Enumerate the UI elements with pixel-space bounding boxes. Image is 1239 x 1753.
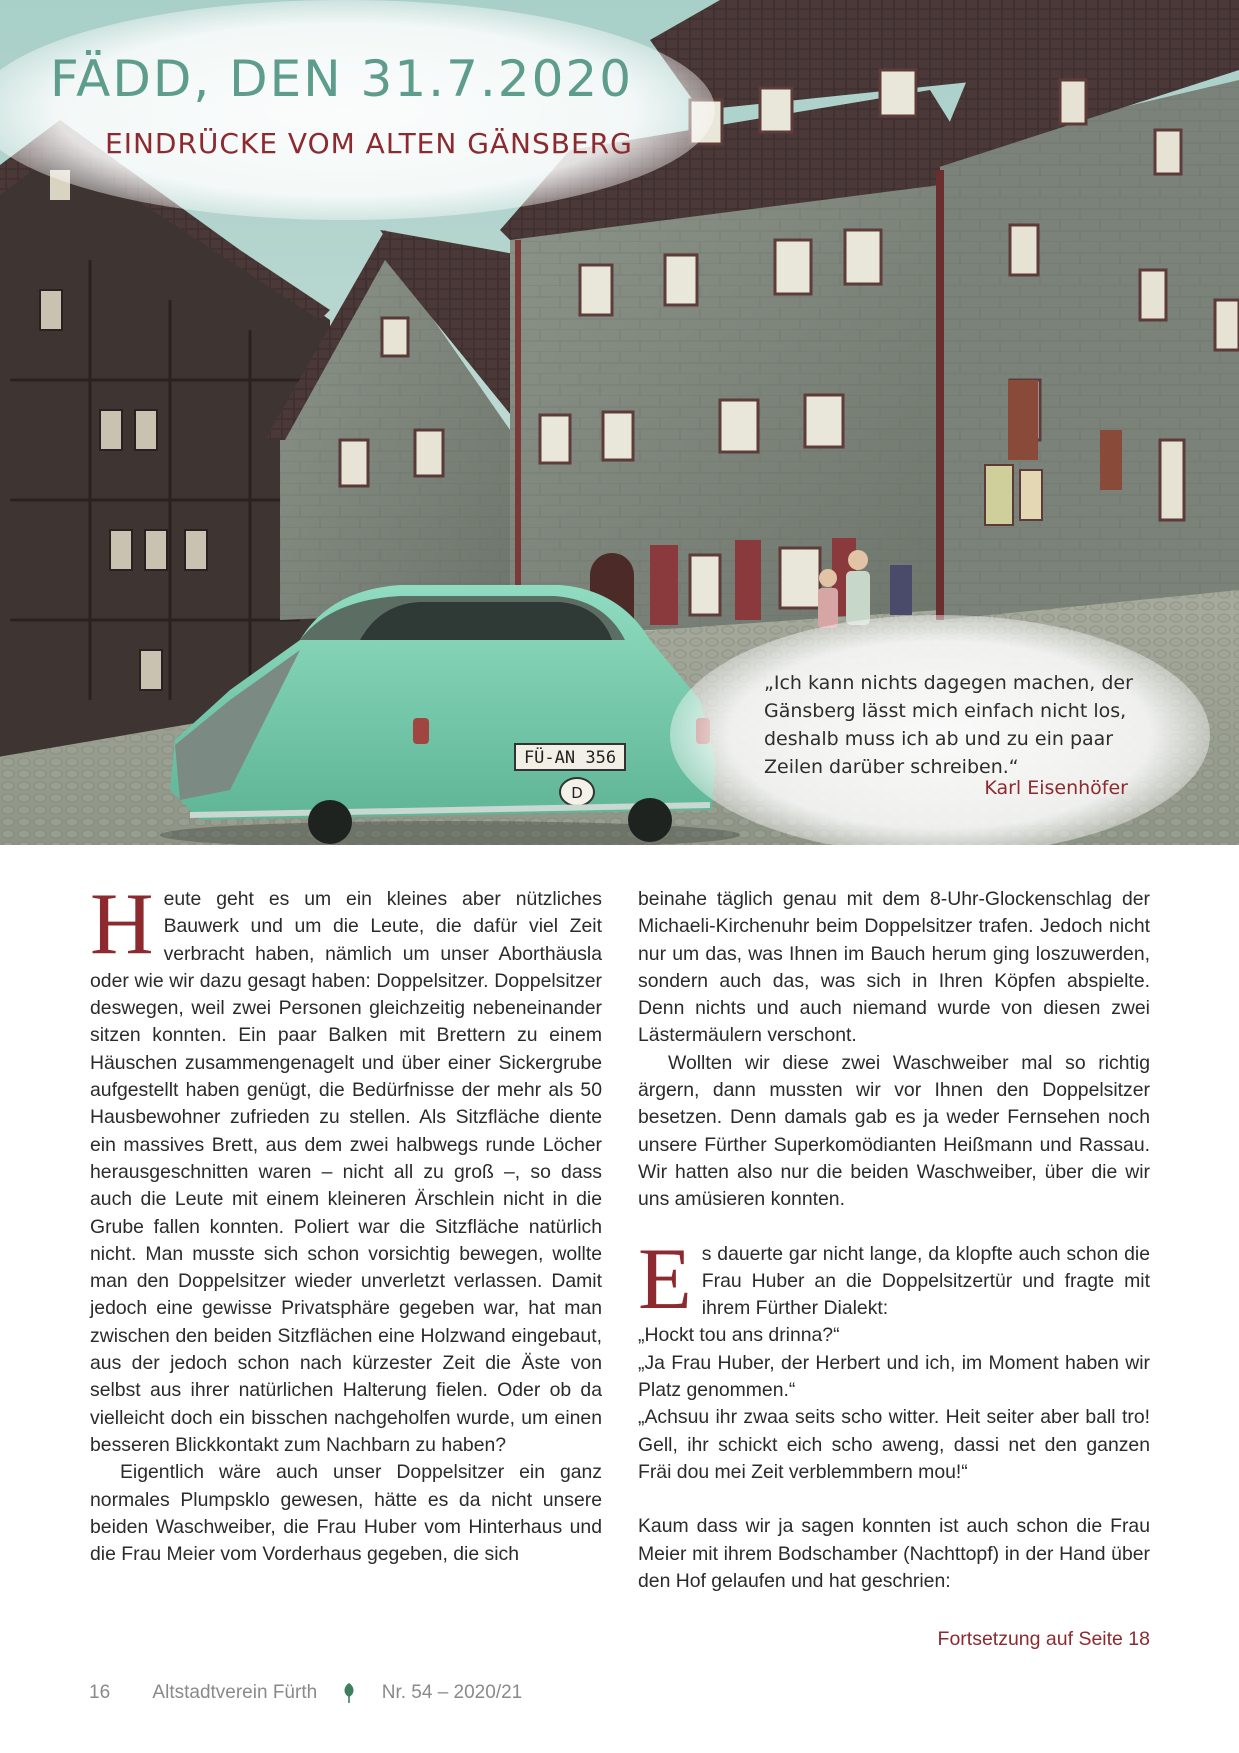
country-badge: D (571, 784, 583, 802)
header-photo (0, 0, 1239, 845)
spacer (638, 1486, 1150, 1513)
paragraph: Kaum dass wir ja sagen konnten ist auch schon die Frau Meier mit ihrem Bodschamber (Nachttopf) in der Hand über den Hof gelaufen und hat geschrien: (638, 1515, 1150, 1592)
article-column-right (638, 886, 1150, 1595)
paragraph-text: eute geht es um ein kleines aber nützliches Bauwerk und um die Leute, die dafür viel Zeit verbracht haben, nämlich um unser Aborthäusla oder wie wir dazu gesagt haben: Doppelsitzer. Doppelsitzer deswegen, weil zwei Personen gleichzeitig nebeneinander sitzen konnten. Ein paar Balken mit Brettern zu einem Häuschen zusammengenagelt und über einer Sickergrube aufgestellt haben genügt, die Bedürfnisse der mehr als 50 Hausbewohner zufrieden zu stellen. Als Sitzfläche diente ein massives Brett, aus dem zwei halbwegs runde Löcher herausgeschnitten waren – nicht all zu groß –, so dass auch die Leute mit einem kleineren Ärschlein nicht in die Grube fallen konnten. Poliert war die Sitzfläche natürlich nicht. Man musste sich schon vorsichtig bewegen, wollte man den Doppelsitzer wieder unverletzt verlassen. Damit jedoch eine gewisse Privatsphäre gegeben war, hat man zwischen den beiden Sitzflächen eine Holzwand eingebaut, aus der jedoch schon nach kürzester Zeit die Äste von selbst aus ihrer natürlichen Halterung fielen. Oder ob da vielleicht doch ein bisschen nachgeholfen wurde, um einen besseren Blickkontakt zum Nachbarn zu haben? (90, 888, 602, 1456)
dialog-line: „Ja Frau Huber, der Herbert und ich, im Moment haben wir Platz genommen.“ (638, 1351, 1150, 1402)
paragraph: Eigentlich wäre auch unser Doppelsitzer ein ganz normales Plumpsklo gewesen, hätte es da nicht unsere beiden Waschweiber, die Frau Huber vom Hinterhaus und die Frau Meier vom Vorderhaus gegeben, die sich (90, 1461, 602, 1566)
continuation-link[interactable]: Fortsetzung auf Seite 18 (937, 1628, 1150, 1650)
leaf-icon (342, 1682, 356, 1704)
dialog-line: „Achsuu ihr zwaa seits scho witter. Heit seiter aber ball tro! Gell, ihr schickt eich scho aweng, dassi net den ganzen Fräi dou mei Zeit verblemmbern mou!“ (638, 1406, 1150, 1483)
dialog-line: „Hockt tou ans drinna?“ (638, 1324, 840, 1347)
spacer (638, 1214, 1150, 1241)
paragraph: Wollten wir diese zwei Waschweiber mal so richtig ärgern, dann mussten wir vor Ihnen den Doppelsitzer besetzen. Denn damals gab es ja weder Fernsehen noch unsere Fürther Superkomödianten Heißmann und Rassau. Wir hatten also nur die beiden Waschweiber, über die wir uns amüsieren konnten. (638, 1051, 1150, 1211)
publisher-name: Altstadtverein Fürth (152, 1682, 318, 1703)
drop-cap: H (90, 876, 154, 973)
pull-quote (740, 655, 1140, 815)
paragraph: beinahe täglich genau mit dem 8-Uhr-Glockenschlag der Michaeli-Kirchenuhr beim Doppelsitzer trafen. Jedoch nicht nur um das, was Ihnen im Bauch herum ging loszuwerden, sondern auch das, was sich in Ihren Köpfen abspielte. Denn nichts und auch niemand wurde von diesen zwei Lästermäulern verschont. (638, 888, 1150, 1047)
page-subtitle: EINDRÜCKE VOM ALTEN GÄNSBERG (105, 127, 633, 160)
right-stone-house (930, 0, 1239, 620)
paragraph-text: s dauerte gar nicht lange, da klopfte auch schon die Frau Huber an die Doppelsitzertür und fragte mit ihrem Fürther Dialekt: (701, 1242, 1150, 1320)
page-number: 16 (89, 1682, 111, 1703)
drop-cap: E (638, 1230, 692, 1328)
title-block (20, 30, 720, 180)
article-column-left (90, 876, 602, 1568)
page-title: FÄDD, DEN 31.7.2020 (50, 50, 634, 108)
quote-author: Karl Eisenhöfer (984, 777, 1128, 799)
paragraph (638, 1230, 1150, 1328)
page-footer (89, 1682, 522, 1712)
paragraph (90, 876, 602, 1459)
issue-number: Nr. 54 – 2020/21 (381, 1682, 523, 1703)
quote-text: „Ich kann nichts dagegen machen, der Gänsberg lässt mich einfach nicht los, deshalb muss ich ab und zu ein paar Zeilen darüber schreiben.“ (764, 672, 1133, 778)
license-plate: FÜ-AN 356 (523, 748, 617, 768)
